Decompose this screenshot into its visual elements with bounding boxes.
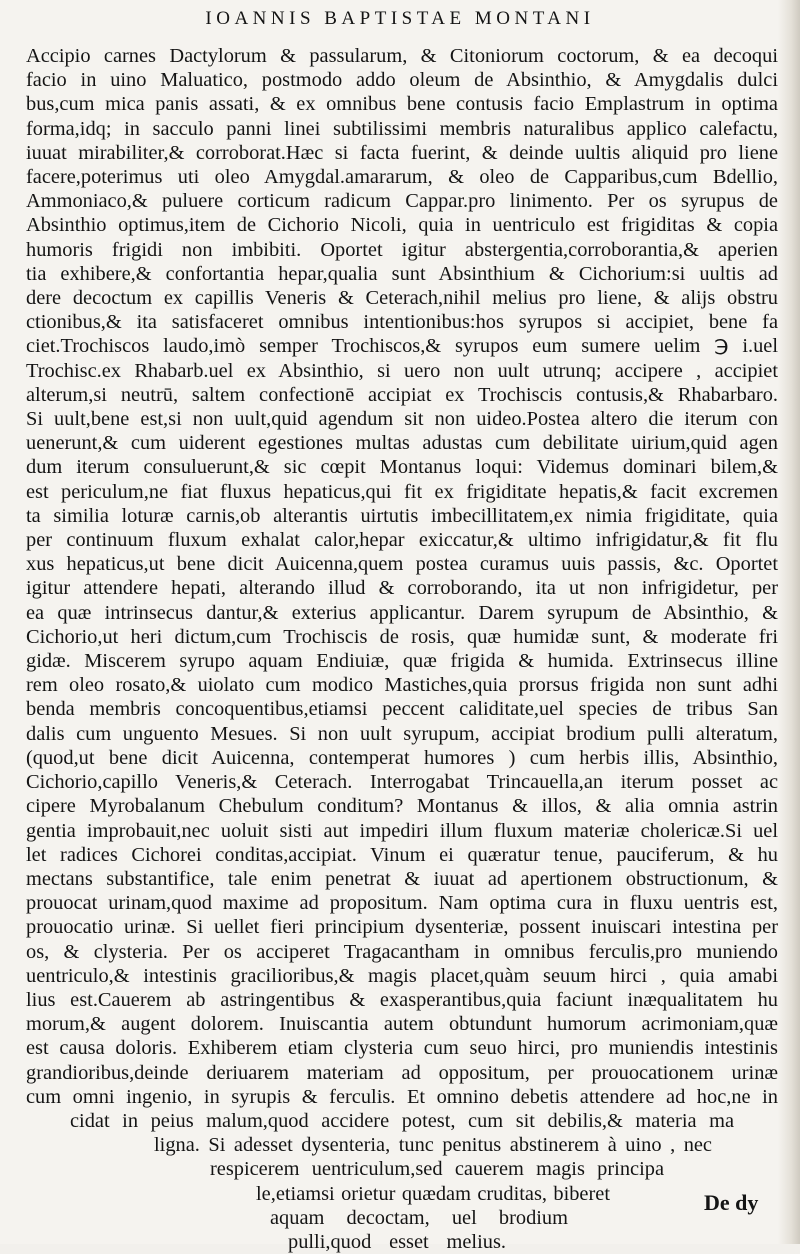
text-line: ctionibus,& ita satisfaceret omnibus intentionibus:hos syrupos si accipiet, bene fa <box>26 311 778 334</box>
text-line: let radices Cichorei conditas,accipiat. Vinum ei quæratur tenue, pauciferum, & hu <box>26 843 778 866</box>
text-line: dalis cum unguento Mesues. Si non uult syrupum, accipiat brodium pulli alteratum, <box>26 722 778 745</box>
text-line: le,etiamsi orietur quædam cruditas, biberet <box>256 1182 610 1205</box>
text-line: forma,idq; in sacculo panni linei subtilissimi membris naturalibus applico calefactu, <box>26 117 778 140</box>
text-line: uentriculo,& intestinis gracilioribus,& magis placet,quàm seuum hirci , quia amabi <box>26 964 778 987</box>
text-line: prouocatio urinæ. Si uellet fieri principium dysenteriæ, possent inuiscari intestina per <box>26 916 778 939</box>
text-line: tia exhibere,& confortantia hepar,qualia sunt Absinthium & Cichorium:si uultis ad <box>26 262 778 285</box>
text-line: Trochisc.ex Rhabarb.uel ex Absinthio, si uero non uult utrunq; accipere , accipiet <box>26 359 778 382</box>
text-line: cidat in peius malum,quod accidere potest, cum sit debilis,& materia ma <box>70 1109 734 1132</box>
text-line: ta similia loturæ carnis,ob alterantis uirtutis imbecillitatem,ex nimia frigiditate, quia <box>26 504 778 527</box>
text-line: respicerem uentriculum,sed cauerem magis principa <box>210 1158 664 1181</box>
running-header: IOANNIS BAPTISTAE MONTANI <box>205 8 595 29</box>
text-line: iuuat mirabiliter,& corroborat.Hæc si facta fuerint, & deinde uultis aliquid pro liene <box>26 141 778 164</box>
text-line: Cichorio,ut heri dictum,cum Trochiscis de rosis, quæ humidæ sunt, & moderate fri <box>26 625 778 648</box>
text-line: facio in uino Maluatico, postmodo addo oleum de Absinthio, & Amygdalis dulci <box>26 69 778 92</box>
text-line: Cichorio,capillo Veneris,& Ceterach. Interrogabat Trincauella,an iterum posset ac <box>26 771 778 794</box>
text-line: humoris frigidi non imbibiti. Oportet igitur abstergentia,corroborantia,& aperien <box>26 238 778 261</box>
text-line: Absinthio optimus,item de Cichorio Nicoli, quia in uentriculo est frigiditas & copia <box>26 214 778 237</box>
text-line: ciet.Trochiscos laudo,imò semper Trochiscos,& syrupos eum sumere uelim ℈ i.uel <box>26 335 778 358</box>
text-line: os, & clysteria. Per os acciperet Tragacantham in omnibus ferculis,pro muniendo <box>26 940 778 963</box>
body-text <box>26 44 778 1254</box>
text-line: aquam decoctam, uel brodium <box>270 1206 568 1229</box>
text-line: dum iterum consuluerunt,& sic cœpit Montanus loqui: Videmus dominari bilem,& <box>26 456 778 479</box>
text-line: per continuum fluxum exhalat calor,hepar exiccatur,& ultimo infrigidatur,& fit flu <box>26 529 778 552</box>
text-line: ligna. Si adesset dysenteria, tunc penitus abstinerem à uino , nec <box>154 1134 712 1157</box>
text-line: Ammoniaco,& puluere corticum radicum Cappar.pro linimento. Per os syrupus de <box>26 190 778 213</box>
page-gutter-shadow <box>778 0 800 1244</box>
text-line: lius est.Cauerem ab astringentibus & exasperantibus,quia faciunt inæqualitatem hu <box>26 988 778 1011</box>
text-line: benda membris concoquentibus,etiamsi peccent caliditate,uel species de tribus San <box>26 698 778 721</box>
text-line: mectans substantifice, tale enim penetrat & iuuat ad apertionem obstructionum, & <box>26 867 778 890</box>
catchword: De dy <box>704 1190 759 1215</box>
text-line: cipere Myrobalanum Chebulum conditum? Montanus & illos, & alia omnia astrin <box>26 795 778 818</box>
text-line: grandioribus,deinde deriuarem materiam ad oppositum, per prouocationem urinæ <box>26 1061 778 1084</box>
text-line: dere decoctum ex capillis Veneris & Ceterach,nihil melius pro liene, & alijs obstru <box>26 287 778 310</box>
text-line: Si uult,bene est,si non uult,quid agendum sit non uideo.Postea altero die iterum con <box>26 408 778 431</box>
text-line: bus,cum mica panis assati, & ex omnibus bene contusis facio Emplastrum in optima <box>26 93 778 116</box>
text-line: prouocat urinam,quod maxime ad propositum. Nam optima cura in fluxu uentris est, <box>26 892 778 915</box>
text-line: Accipio carnes Dactylorum & passularum, & Citoniorum coctorum, & ea decoqui <box>26 45 778 67</box>
text-line: pulli,quod esset melius. <box>288 1230 506 1253</box>
text-line: cum omni ingenio, in syrupis & ferculis. Et omnino debetis attendere ad hoc,ne in <box>26 1085 778 1108</box>
text-line: xus hepaticus,ut bene dicit Auicenna,quem postea curamus uuis passis, &c. Oportet <box>26 553 778 576</box>
text-line: alterum,si neutrū, saltem confectionē accipiat ex Trochiscis contusis,& Rhabarbaro. <box>26 383 778 406</box>
text-line: facere,poterimus uti oleo Amygdal.amararum, & oleo de Capparibus,cum Bdellio, <box>26 166 778 189</box>
text-line: est periculum,ne fiat fluxus hepaticus,qui fit ex frigiditate hepatis,& facit excremen <box>26 480 778 503</box>
text-line: est causa doloris. Exhiberem etiam clysteria cum seuo hirci, pro muniendis intestinis <box>26 1037 778 1060</box>
text-line: gentia improbauit,nec uoluit sisti aut impediri illum fluxum materiæ cholericæ.Si uel <box>26 819 778 842</box>
text-line: (quod,ut bene dicit Auicenna, contemperat humores ) cum herbis illis, Absinthio, <box>26 746 778 769</box>
text-line: igitur attendere hepati, alterando illud & corroborando, ita ut non infrigidetur, per <box>26 577 778 600</box>
text-line: uenerunt,& cum uiderent egestiones multas adustas cum debilitate uirium,quid agen <box>26 432 778 455</box>
text-line: gidæ. Miscerem syrupo aquam Endiuiæ, quæ frigida & humida. Extrinsecus illine <box>26 650 778 673</box>
text-line: ea quæ intrinsecus dantur,& exterius applicantur. Darem syrupum de Absinthio, & <box>26 601 778 624</box>
text-line: morum,& augent dolorem. Inuiscantia autem obtundunt humorum acrimoniam,quæ <box>26 1013 778 1036</box>
text-line: rem oleo rosato,& uiolato cum modico Mastiches,quia prorsus frigida non sunt adhi <box>26 674 778 697</box>
